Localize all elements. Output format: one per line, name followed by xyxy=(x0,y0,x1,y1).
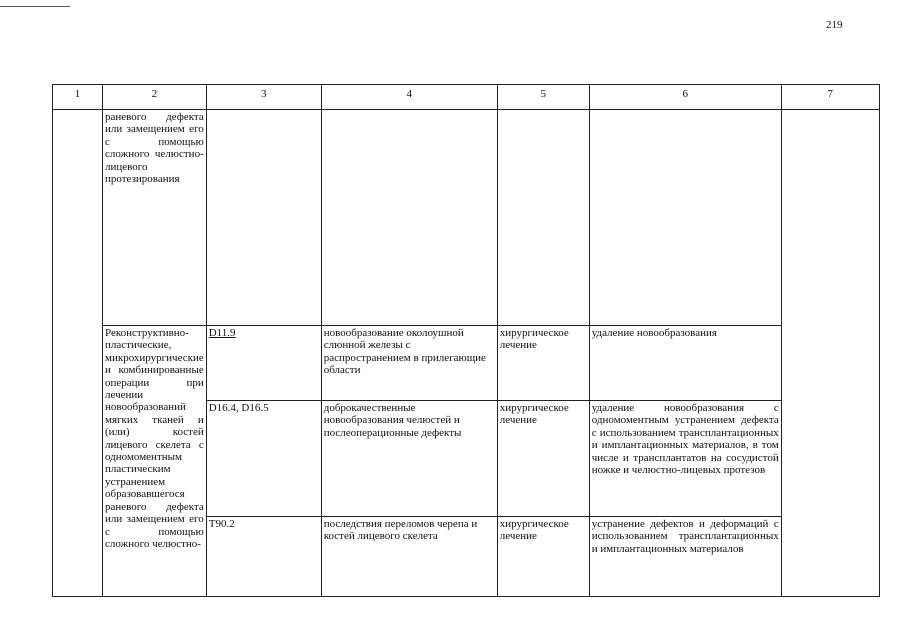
header-cell-1: 1 xyxy=(53,85,103,110)
table-row xyxy=(53,326,880,401)
header-cell-6: 6 xyxy=(589,85,781,110)
diagnosis-cell: доброкачественные новообразования челюстей и послеоперационные дефекты xyxy=(321,401,497,517)
method-cell: удаление новообразования xyxy=(589,326,781,401)
header-cell-2: 2 xyxy=(103,85,207,110)
diagnosis-cell xyxy=(321,110,497,326)
method-group-cell: Реконструктивно-пластические, микрохирургические и комбинированные операции при лечении новообразований мягких тканей и (или) костей лицевого скелета с одномоментным пластическим устранением образовавшегося раневого дефекта или замещением его с помощью сложного челюстно- xyxy=(103,326,207,597)
treatment-cell: хирургическое лечение xyxy=(497,326,589,401)
code-cell: D11.9 xyxy=(206,326,321,401)
diagnosis-cell: новообразование околоушной слюнной железы с распространением в прилегающие области xyxy=(321,326,497,401)
col7-cell xyxy=(781,110,879,597)
header-row xyxy=(53,85,880,110)
header-cell-3: 3 xyxy=(206,85,321,110)
method-group-cell: раневого дефекта или замещением его с помощью сложного челюстно-лицевого протезирования xyxy=(103,110,207,326)
header-cell-4: 4 xyxy=(321,85,497,110)
header-cell-5: 5 xyxy=(497,85,589,110)
diagnosis-cell: последствия переломов черепа и костей лицевого скелета xyxy=(321,517,497,597)
page-number: 219 xyxy=(826,19,843,31)
treatment-cell xyxy=(497,110,589,326)
method-cell: устранение дефектов и деформаций с использованием трансплантационных и имплантационных материалов xyxy=(589,517,781,597)
code-cell: T90.2 xyxy=(206,517,321,597)
code-cell xyxy=(206,110,321,326)
treatment-cell: хирургическое лечение xyxy=(497,401,589,517)
code-cell: D16.4, D16.5 xyxy=(206,401,321,517)
services-table xyxy=(52,84,880,597)
treatment-cell: хирургическое лечение xyxy=(497,517,589,597)
header-cell-7: 7 xyxy=(781,85,879,110)
top-rule xyxy=(0,6,70,7)
table-row xyxy=(53,110,880,326)
col1-cell xyxy=(53,110,103,597)
method-cell xyxy=(589,110,781,326)
method-cell: удаление новообразования с одномоментным устранением дефекта с использованием трансплантационных и имплантационных материалов, в том числе и трансплантатов на сосудистой ножке и челюстно-лицевых протезов xyxy=(589,401,781,517)
